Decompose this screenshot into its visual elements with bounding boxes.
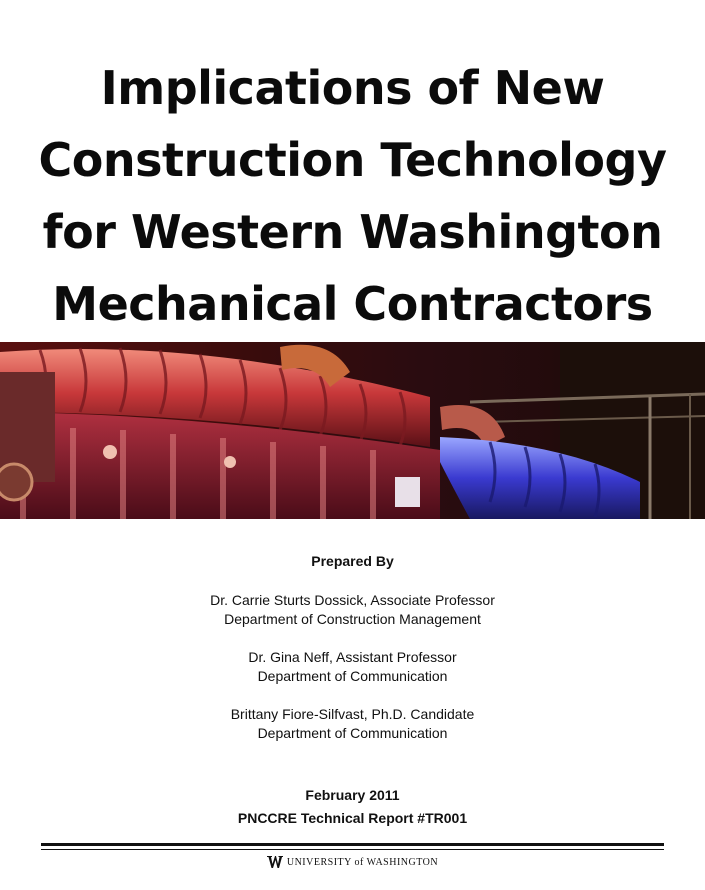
report-date: February 2011 (305, 787, 400, 803)
prepared-by-label: Prepared By (311, 553, 394, 569)
author-name-line: Dr. Gina Neff, Assistant Professor (248, 649, 457, 665)
footer (0, 856, 705, 868)
report-number: PNCCRE Technical Report #TR001 (237, 810, 468, 826)
author-3 (0, 705, 705, 743)
author-name-line: Brittany Fiore-Silfvast, Ph.D. Candidate (230, 706, 475, 722)
title-line-3: for Western Washington (42, 205, 663, 259)
footer-rule-thin (41, 849, 664, 850)
title-line-2: Construction Technology (38, 133, 667, 187)
credits-section (0, 552, 705, 762)
author-department: Department of Communication (257, 668, 448, 684)
footer-rule-thick (41, 843, 664, 846)
author-2 (0, 648, 705, 686)
uw-w-logo-icon (267, 856, 283, 868)
author-department: Department of Communication (257, 725, 448, 741)
document-title (0, 52, 705, 340)
author-department: Department of Construction Management (224, 611, 481, 627)
university-name: UNIVERSITY of WASHINGTON (286, 856, 439, 868)
author-1 (0, 591, 705, 629)
title-line-1: Implications of New (100, 61, 605, 115)
banner-photo (0, 342, 705, 519)
title-line-4: Mechanical Contractors (52, 277, 653, 331)
author-name-line: Dr. Carrie Sturts Dossick, Associate Professor (210, 592, 495, 608)
